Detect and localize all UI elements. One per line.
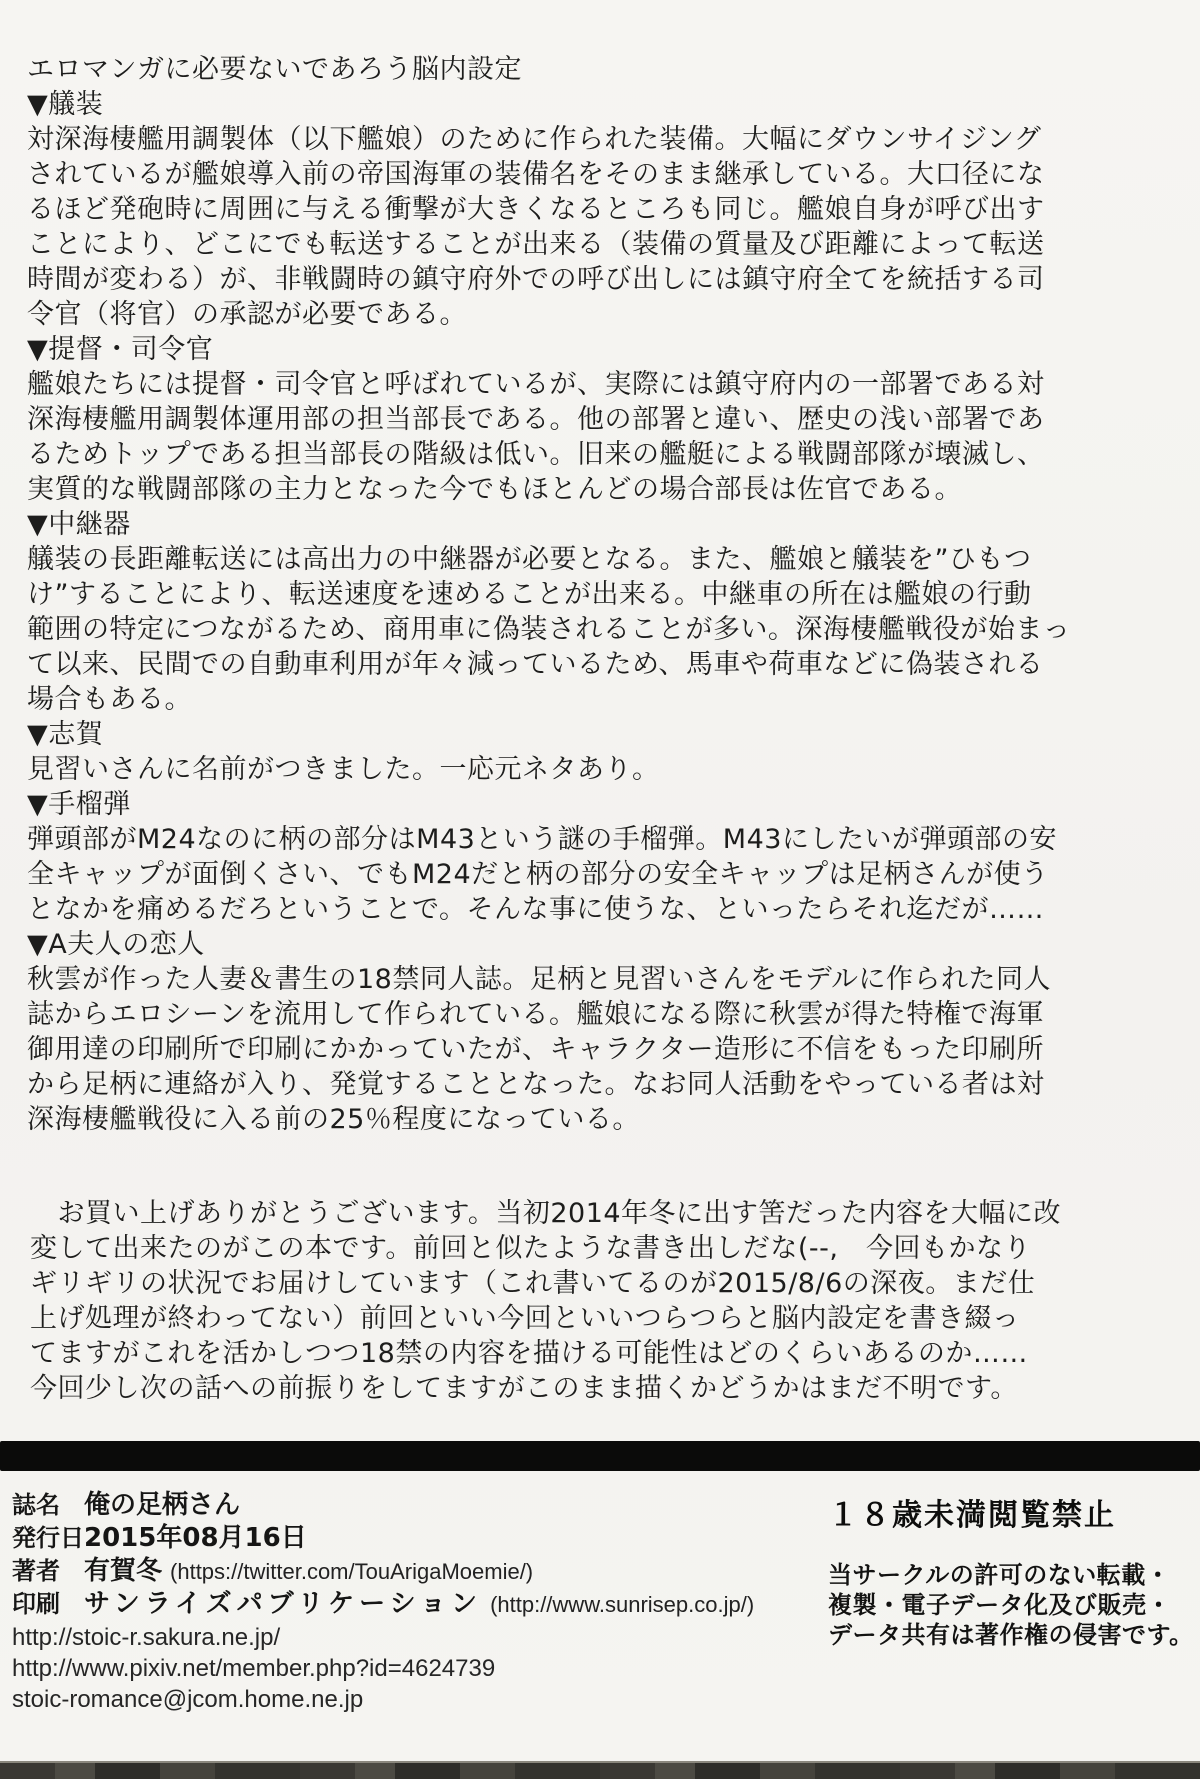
body-text-line: 対深海棲艦用調製体（以下艦娘）のために作られた装備。大幅にダウンサイジング	[27, 124, 1042, 155]
colophon-link-line: http://stoic-r.sakura.ne.jp/	[12, 1624, 281, 1651]
subsection-header-line: ▼A夫人の恋人	[27, 929, 205, 960]
colophon-value: サンライズパブリケーション	[84, 1589, 483, 1619]
body-text-line: 令官（将官）の承認が必要である。	[27, 299, 467, 330]
body-text-line: 弾頭部がM24なのに柄の部分はM43という謎の手榴弾。M43にしたいが弾頭部の安	[27, 824, 1057, 855]
copyright-warning-lines	[828, 1560, 1194, 1650]
colophon-label: 発行日	[12, 1524, 84, 1552]
warning-text-line: 当サークルの許可のない転載・	[828, 1561, 1171, 1589]
scan-edge-artifact	[0, 1761, 1200, 1779]
body-text-line: 時間が変わる）が、非戦闘時の鎮守府外での呼び出しには鎮守府全てを統括する司	[27, 264, 1045, 295]
colophon-label: 著者	[12, 1557, 60, 1585]
warning-text-line: データ共有は著作権の侵害です。	[828, 1621, 1194, 1649]
separator-bar	[0, 1441, 1200, 1471]
afterword-text-line: 上げ処理が終わってない）前回といい今回といいつらつらと脳内設定を書き綴っ	[30, 1303, 1020, 1334]
colophon-rows	[12, 1484, 755, 1619]
body-text-line: 全キャップが面倒くさい、でもM24だと柄の部分の安全キャップは足柄さんが使う	[27, 859, 1049, 890]
colophon-value: 俺の足柄さん	[84, 1490, 241, 1520]
subsection-header-line: ▼中継器	[27, 509, 131, 540]
body-text-line: ことにより、どこにでも転送することが出来る（装備の質量及び距離によって転送	[27, 229, 1045, 260]
age-warning-title: １８歳未満閲覧禁止	[828, 1498, 1116, 1533]
colophon-url: (http://www.sunrisep.co.jp/)	[490, 1592, 755, 1617]
subsection-header-line: ▼提督・司令官	[27, 334, 214, 365]
body-text-line: 実質的な戦闘部隊の主力となった今でもほとんどの場合部長は佐官である。	[27, 474, 962, 505]
body-text-line: 深海棲艦戦役に入る前の25％程度になっている。	[27, 1104, 640, 1135]
section-heading-line: エロマンガに必要ないであろう脳内設定	[27, 54, 522, 85]
colophon	[12, 1484, 755, 1715]
colophon-label: 印刷	[12, 1590, 60, 1618]
body-text-line: け”することにより、転送速度を速めることが出来る。中継車の所在は艦娘の行動	[27, 579, 1032, 610]
body-text-line: 誌からエロシーンを流用して作られている。艦娘になる際に秋雲が得た特権で海軍	[27, 999, 1044, 1030]
subsection-header-line: ▼志賀	[27, 719, 104, 750]
body-text-line: 艦娘たちには提督・司令官と呼ばれているが、実際には鎮守府内の一部署である対	[27, 369, 1045, 400]
afterword-text-line: てますがこれを活かしつつ18禁の内容を描ける可能性はどのくらいあるのか……	[30, 1338, 1028, 1369]
body-text-line: 範囲の特定につながるため、商用車に偽装されることが多い。深海棲艦戦役が始まっ	[27, 614, 1071, 645]
body-text-line: て以来、民間での自動車利用が年々減っているため、馬車や荷車などに偽装される	[27, 649, 1044, 680]
body-text-line: から足柄に連絡が入り、発覚することとなった。なお同人活動をやっている者は対	[27, 1069, 1045, 1100]
colophon-value: 2015年08月16日	[84, 1523, 307, 1553]
colophon-row	[12, 1550, 712, 1586]
colophon-link-line: http://www.pixiv.net/member.php?id=4624739	[12, 1655, 496, 1682]
body-text-line: 深海棲艦用調製体運用部の担当部長である。他の部署と違い、歴史の浅い部署であ	[27, 404, 1045, 435]
colophon-value: 有賀冬	[84, 1556, 163, 1586]
body-text-line: 御用達の印刷所で印刷にかかっていたが、キャラクター造形に不信をもった印刷所	[27, 1034, 1044, 1065]
body-text-line: るためトップである担当部長の階級は低い。旧来の艦艇による戦闘部隊が壊滅し、	[27, 439, 1045, 470]
afterword-text-line: 今回少し次の話への前振りをしてますがこのまま描くかどうかはまだ不明です。	[30, 1373, 1018, 1404]
colophon-url: (https://twitter.com/TouArigaMoemie/)	[170, 1559, 534, 1584]
colophon-row	[12, 1484, 712, 1520]
afterword-paragraph	[30, 1196, 1090, 1406]
age-warning-block	[828, 1490, 1194, 1650]
body-text-line: 見習いさんに名前がつきました。一応元ネタあり。	[27, 754, 660, 785]
colophon-links	[12, 1622, 712, 1715]
colophon-row	[12, 1583, 755, 1619]
body-text-line: るほど発砲時に周囲に与える衝撃が大きくなるところも同じ。艦娘自身が呼び出す	[27, 194, 1045, 225]
colophon-label: 誌名	[12, 1491, 60, 1519]
brain-settings-section	[27, 52, 1087, 1137]
afterword-text-line: ギリギリの状況でお届けしています（これ書いてるのが2015/8/6の深夜。まだ仕	[30, 1268, 1036, 1299]
subsection-header-line: ▼手榴弾	[27, 789, 131, 820]
body-text-line: されているが艦娘導入前の帝国海軍の装備名をそのまま継承している。大口径にな	[27, 159, 1045, 190]
body-text-line: 秋雲が作った人妻＆書生の18禁同人誌。足柄と見習いさんをモデルに作られた同人	[27, 964, 1052, 995]
colophon-link-line: stoic-romance@jcom.home.ne.jp	[12, 1686, 364, 1713]
colophon-row	[12, 1517, 712, 1553]
body-text-line: 場合もある。	[27, 684, 192, 715]
body-text-line: となかを痛めるだろということで。そんな事に使うな、といったらそれ迄だが……	[27, 894, 1044, 925]
subsection-header-line: ▼艤装	[27, 89, 104, 120]
afterword-text-line: 変して出来たのがこの本です。前回と似たような書き出しだな(--, 今回もかなり	[30, 1233, 1031, 1264]
body-text-line: 艤装の長距離転送には高出力の中継器が必要となる。また、艦娘と艤装を”ひもつ	[27, 544, 1032, 575]
afterword-text-line: お買い上げありがとうございます。当初2014年冬に出す筈だった内容を大幅に改	[30, 1198, 1062, 1229]
warning-text-line: 複製・電子データ化及び販売・	[828, 1591, 1171, 1619]
